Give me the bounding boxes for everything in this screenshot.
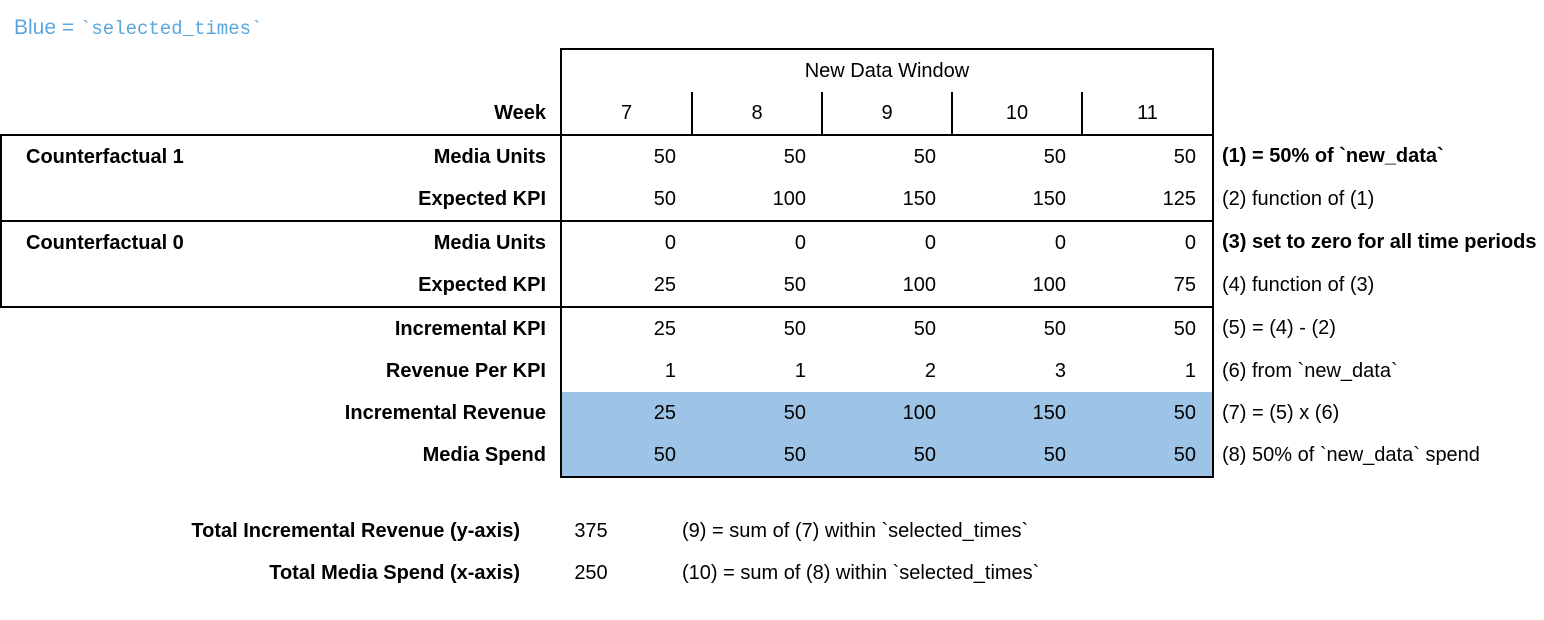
total-label-0: Total Incremental Revenue (y-axis) xyxy=(191,519,520,542)
header-spacer-2 xyxy=(276,49,561,92)
row-note-5: (6) from `new_data` xyxy=(1222,359,1398,382)
cell-0-2: 50 xyxy=(822,135,952,178)
cell-4-0: 25 xyxy=(561,307,692,350)
cell-6-1: 50 xyxy=(692,392,822,434)
total-value-1: 250 xyxy=(574,561,608,584)
table-row xyxy=(1,307,1538,350)
total-note-1: (10) = sum of (8) within `selected_times` xyxy=(682,561,1040,584)
cell-4-2: 50 xyxy=(913,317,936,340)
cell-7-1: 50 xyxy=(692,434,822,477)
table-row xyxy=(1,178,1538,221)
cell-3-3: 100 xyxy=(952,264,1082,307)
table-row xyxy=(1,392,1538,434)
week-spacer-2 xyxy=(1213,92,1538,135)
cell-5-2: 2 xyxy=(924,359,936,382)
total-value-0: 375 xyxy=(574,519,608,542)
cell-7-4: 50 xyxy=(1082,434,1213,477)
totals-table xyxy=(0,510,1039,594)
row-note-1: (2) function of (1) xyxy=(1222,188,1375,210)
cell-4-4: 50 xyxy=(1082,307,1213,350)
header-spacer-1 xyxy=(1,49,276,92)
cell-4-1: 50 xyxy=(783,317,806,340)
cell-5-3: 3 xyxy=(1054,359,1066,382)
week-row-label: Week xyxy=(494,101,546,124)
row-note-4: (5) = (4) - (2) xyxy=(1222,317,1336,339)
table-header-row xyxy=(1,49,1538,92)
row-note-7: (8) 50% of `new_data` spend xyxy=(1222,444,1480,466)
row-group-3 xyxy=(1,264,276,307)
row-label-0: Media Units xyxy=(276,135,561,178)
week-col-3: 10 xyxy=(952,92,1082,135)
week-col-2: 9 xyxy=(822,92,952,135)
cell-2-4: 0 xyxy=(1082,221,1213,264)
row-group-1 xyxy=(1,178,276,221)
table-row xyxy=(1,135,1538,178)
row-group-7 xyxy=(1,434,276,477)
counterfactual-table xyxy=(0,48,1539,478)
total-note-0: (9) = sum of (7) within `selected_times` xyxy=(682,519,1029,542)
cell-5-4: 1 xyxy=(1082,350,1213,392)
total-label-1: Total Media Spend (x-axis) xyxy=(269,561,520,584)
totals-row xyxy=(0,552,1039,594)
group-header: New Data Window xyxy=(561,49,1213,92)
legend-code: `selected_times` xyxy=(79,18,263,40)
cell-1-4: 125 xyxy=(1082,178,1213,221)
row-group-2: Counterfactual 0 xyxy=(1,221,276,264)
cell-1-3: 150 xyxy=(1032,187,1066,210)
cell-3-2: 100 xyxy=(822,264,952,307)
cell-6-3: 150 xyxy=(952,392,1082,434)
cell-5-0: 1 xyxy=(561,350,692,392)
cell-1-1: 100 xyxy=(772,187,806,210)
week-col-1: 8 xyxy=(692,92,822,135)
table-row xyxy=(1,350,1538,392)
row-note-2: (3) set to zero for all time periods xyxy=(1222,231,1537,253)
cell-6-2: 100 xyxy=(822,392,952,434)
week-spacer-1 xyxy=(1,92,276,135)
week-col-0: 7 xyxy=(561,92,692,135)
row-note-6: (7) = (5) x (6) xyxy=(1222,401,1340,424)
cell-3-1: 50 xyxy=(692,264,822,307)
cell-2-2: 0 xyxy=(822,221,952,264)
cell-7-3: 50 xyxy=(952,434,1082,477)
row-label-4: Incremental KPI xyxy=(394,317,546,340)
row-label-3: Expected KPI xyxy=(276,264,561,307)
cell-6-4: 50 xyxy=(1082,392,1213,434)
row-label-5: Revenue Per KPI xyxy=(385,359,546,382)
table-row xyxy=(1,221,1538,264)
cell-0-3: 50 xyxy=(952,135,1082,178)
cell-2-1: 0 xyxy=(692,221,822,264)
header-spacer-3 xyxy=(1213,49,1538,92)
cell-1-2: 150 xyxy=(902,187,936,210)
table-row xyxy=(1,434,1538,477)
row-group-5 xyxy=(1,350,276,392)
row-note-0: (1) = 50% of `new_data` xyxy=(1222,145,1444,167)
row-note-3: (4) function of (3) xyxy=(1222,274,1375,296)
row-label-6: Incremental Revenue xyxy=(344,401,546,424)
totals-row xyxy=(0,510,1039,552)
cell-2-0: 0 xyxy=(561,221,692,264)
cell-7-0: 50 xyxy=(561,434,692,477)
cell-0-4: 50 xyxy=(1082,135,1213,178)
row-label-7: Media Spend xyxy=(422,444,546,466)
cell-7-2: 50 xyxy=(822,434,952,477)
cell-0-0: 50 xyxy=(561,135,692,178)
row-group-6 xyxy=(1,392,276,434)
week-col-4: 11 xyxy=(1082,92,1213,135)
legend-text xyxy=(14,16,262,40)
legend-prefix: Blue = xyxy=(14,16,75,39)
row-group-0: Counterfactual 1 xyxy=(1,135,276,178)
cell-5-1: 1 xyxy=(794,359,806,382)
cell-4-3: 50 xyxy=(1043,317,1066,340)
week-row xyxy=(1,92,1538,135)
row-group-4 xyxy=(1,307,276,350)
cell-3-4: 75 xyxy=(1082,264,1213,307)
table-row xyxy=(1,264,1538,307)
cell-1-0: 50 xyxy=(561,178,692,221)
row-label-2: Media Units xyxy=(276,221,561,264)
cell-2-3: 0 xyxy=(952,221,1082,264)
cell-6-0: 25 xyxy=(561,392,692,434)
cell-3-0: 25 xyxy=(561,264,692,307)
row-label-1: Expected KPI xyxy=(418,187,546,210)
cell-0-1: 50 xyxy=(692,135,822,178)
